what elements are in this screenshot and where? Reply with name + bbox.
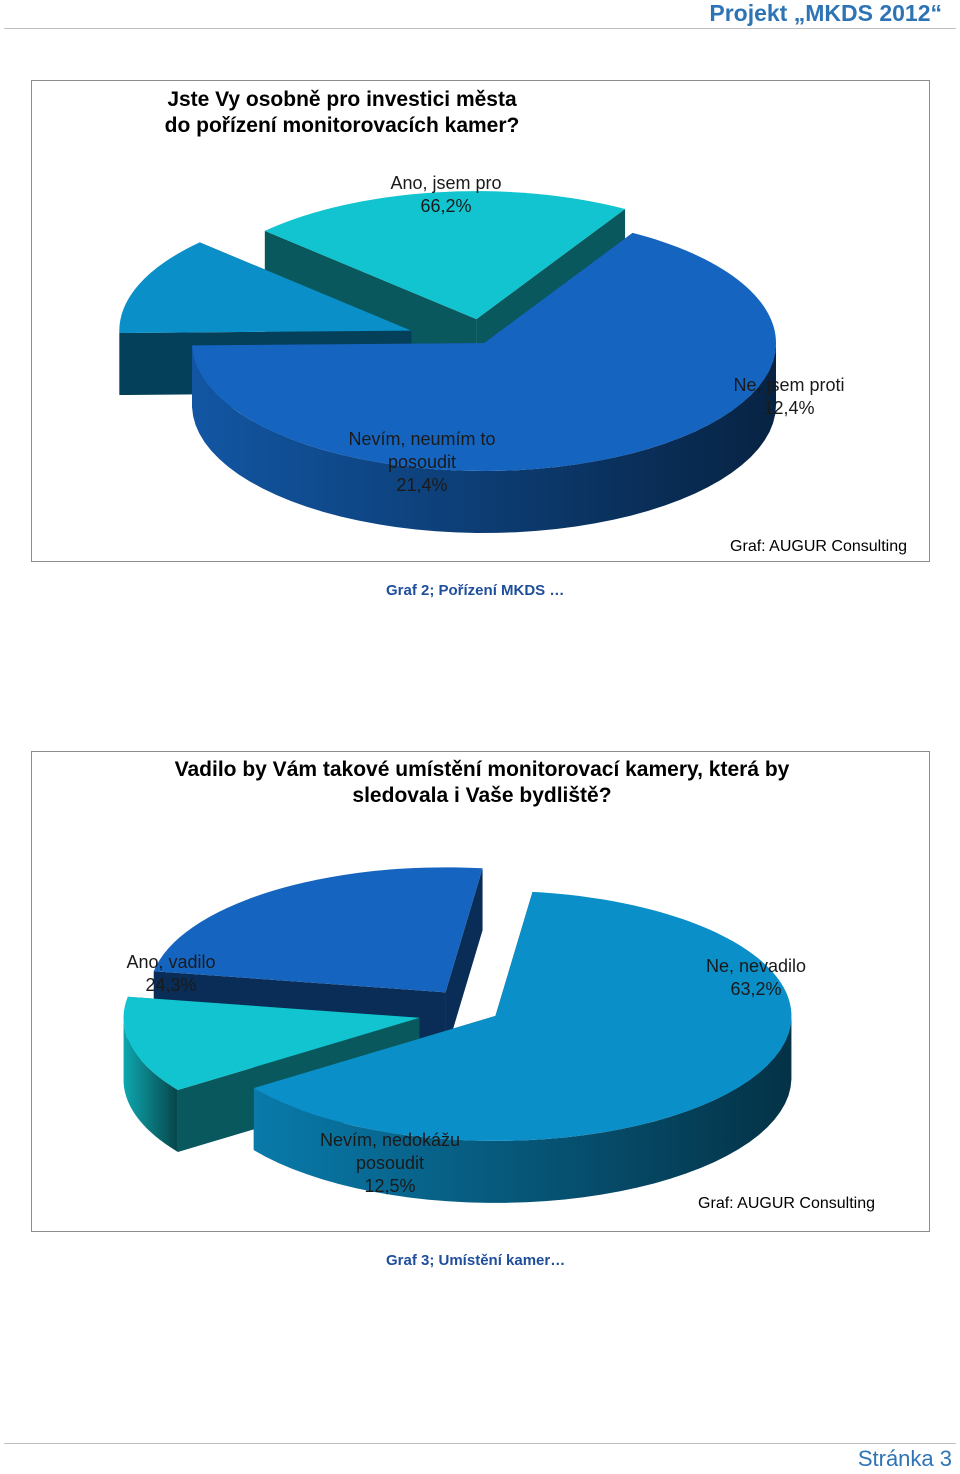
chart-1-title: Jste Vy osobně pro investici města do pořízení monitorovacích kamer? [164, 88, 520, 137]
pie-slice-label: Ne, nevadilo 63,2% [705, 956, 807, 999]
pie-slice-label: Ano, vadilo 24,3% [126, 952, 216, 995]
chart-2-title: Vadilo by Vám takové umístění monitorovací kamery, která by sledovala i Vaše bydliště? [174, 758, 790, 807]
chart-2-source: Graf: AUGUR Consulting [698, 1195, 875, 1212]
pie-slice-label: Nevím, neumím to posoudit 21,4% [348, 429, 496, 495]
chart-2-caption: Graf 3; Umístění kamer… [386, 1252, 566, 1269]
chart-1-source: Graf: AUGUR Consulting [730, 538, 907, 555]
chart-frame-2 [31, 751, 930, 1232]
page-number: Stránka 3 [857, 1446, 952, 1471]
header-divider [4, 28, 956, 29]
chart-1-caption: Graf 2; Pořízení MKDS … [386, 582, 565, 599]
pie-slice-label: Nevím, nedokážu posoudit 12,5% [319, 1130, 461, 1196]
pie-chart-2 [32, 752, 929, 1231]
document-header-title: Projekt „MKDS 2012“ [709, 0, 942, 26]
pie-slice-label: Ano, jsem pro 66,2% [390, 173, 502, 216]
pie-chart-1 [32, 81, 929, 561]
chart-frame-1 [31, 80, 930, 562]
footer-divider [4, 1443, 956, 1444]
pie-slice-label: Ne, jsem proti 12,4% [733, 375, 845, 418]
